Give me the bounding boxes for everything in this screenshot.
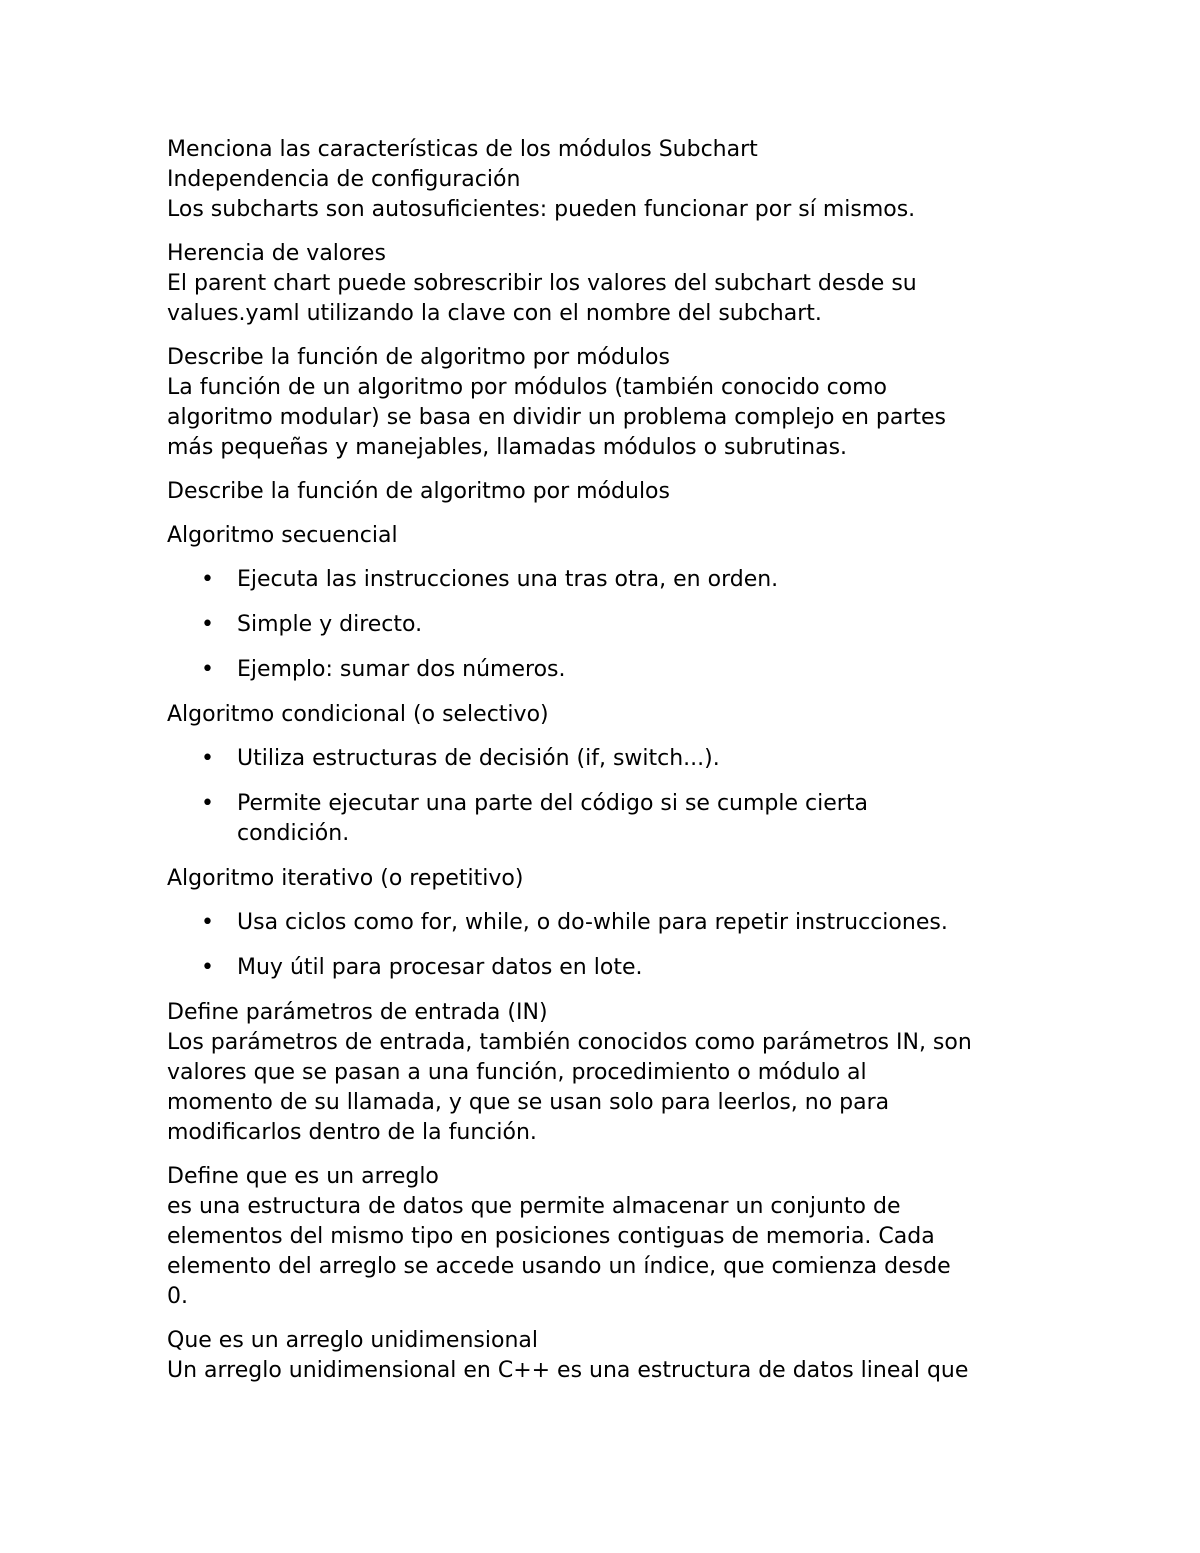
bullet-icon: • bbox=[201, 791, 214, 816]
paragraph-herencia bbox=[167, 239, 1037, 329]
section-iterativo-title bbox=[167, 864, 1037, 894]
text-line: elemento del arreglo se accede usando un índice, que comienza desde bbox=[167, 1254, 951, 1279]
subheading-condicional: Algoritmo condicional (o selectivo) bbox=[167, 702, 549, 727]
list-item-text: Muy útil para procesar datos en lote. bbox=[237, 955, 643, 980]
list-item bbox=[167, 655, 1037, 685]
list-iterativo bbox=[167, 908, 1037, 983]
question-algoritmo-modulos-2: Describe la función de algoritmo por módulos bbox=[167, 479, 670, 504]
bullet-icon: • bbox=[201, 612, 214, 637]
paragraph-subchart bbox=[167, 135, 1037, 225]
question-unidimensional: Que es un arreglo unidimensional bbox=[167, 1328, 538, 1353]
text-line: El parent chart puede sobrescribir los valores del subchart desde su bbox=[167, 271, 917, 296]
list-item-text: condición. bbox=[237, 821, 350, 846]
list-secuencial bbox=[167, 565, 1037, 685]
list-item-text: Ejecuta las instrucciones una tras otra, en orden. bbox=[237, 567, 779, 592]
question-arreglo: Define que es un arreglo bbox=[167, 1164, 439, 1189]
list-item-text: Permite ejecutar una parte del código si se cumple cierta bbox=[237, 791, 868, 816]
text-line: Un arreglo unidimensional en C++ es una estructura de datos lineal que bbox=[167, 1358, 969, 1383]
subheading-secuencial: Algoritmo secuencial bbox=[167, 523, 398, 548]
list-item-text: Utiliza estructuras de decisión (if, switch...). bbox=[237, 746, 720, 771]
list-condicional bbox=[167, 744, 1037, 849]
text-line: Los parámetros de entrada, también conocidos como parámetros IN, son bbox=[167, 1030, 972, 1055]
question-algoritmo-modulos: Describe la función de algoritmo por módulos bbox=[167, 345, 670, 370]
text-line: valores que se pasan a una función, procedimiento o módulo al bbox=[167, 1060, 867, 1085]
document-body bbox=[167, 135, 1037, 1400]
section-secuencial-title bbox=[167, 521, 1037, 551]
list-item-text: Simple y directo. bbox=[237, 612, 423, 637]
paragraph-arreglo bbox=[167, 1162, 1037, 1312]
list-item bbox=[167, 610, 1037, 640]
paragraph-algoritmo-modulos bbox=[167, 343, 1037, 463]
text-line: elementos del mismo tipo en posiciones contiguas de memoria. Cada bbox=[167, 1224, 935, 1249]
text-line: algoritmo modular) se basa en dividir un problema complejo en partes bbox=[167, 405, 947, 430]
text-line: momento de su llamada, y que se usan solo para leerlos, no para bbox=[167, 1090, 890, 1115]
text-line: 0. bbox=[167, 1284, 188, 1309]
list-item bbox=[167, 953, 1037, 983]
question-parametros: Define parámetros de entrada (IN) bbox=[167, 1000, 548, 1025]
list-item-text: Ejemplo: sumar dos números. bbox=[237, 657, 566, 682]
question-subchart: Menciona las características de los módulos Subchart bbox=[167, 137, 758, 162]
list-item bbox=[167, 565, 1037, 595]
list-item bbox=[167, 744, 1037, 774]
bullet-icon: • bbox=[201, 955, 214, 980]
bullet-icon: • bbox=[201, 746, 214, 771]
paragraph-algoritmo-modulos-2 bbox=[167, 477, 1037, 507]
text-line: modificarlos dentro de la función. bbox=[167, 1120, 537, 1145]
list-item-text: Usa ciclos como for, while, o do-while para repetir instrucciones. bbox=[237, 910, 948, 935]
bullet-icon: • bbox=[201, 657, 214, 682]
paragraph-unidimensional bbox=[167, 1326, 1037, 1386]
text-line: La función de un algoritmo por módulos (también conocido como bbox=[167, 375, 888, 400]
bullet-icon: • bbox=[201, 910, 214, 935]
list-item bbox=[167, 908, 1037, 938]
bullet-icon: • bbox=[201, 567, 214, 592]
text-line: Independencia de configuración bbox=[167, 167, 521, 192]
subheading-iterativo: Algoritmo iterativo (o repetitivo) bbox=[167, 866, 524, 891]
text-line: es una estructura de datos que permite almacenar un conjunto de bbox=[167, 1194, 901, 1219]
text-line: values.yaml utilizando la clave con el nombre del subchart. bbox=[167, 301, 822, 326]
text-line: Los subcharts son autosuficientes: pueden funcionar por sí mismos. bbox=[167, 197, 916, 222]
list-item bbox=[167, 789, 1037, 849]
paragraph-parametros bbox=[167, 998, 1037, 1148]
section-condicional-title bbox=[167, 700, 1037, 730]
subheading-herencia: Herencia de valores bbox=[167, 241, 386, 266]
text-line: más pequeñas y manejables, llamadas módulos o subrutinas. bbox=[167, 435, 848, 460]
